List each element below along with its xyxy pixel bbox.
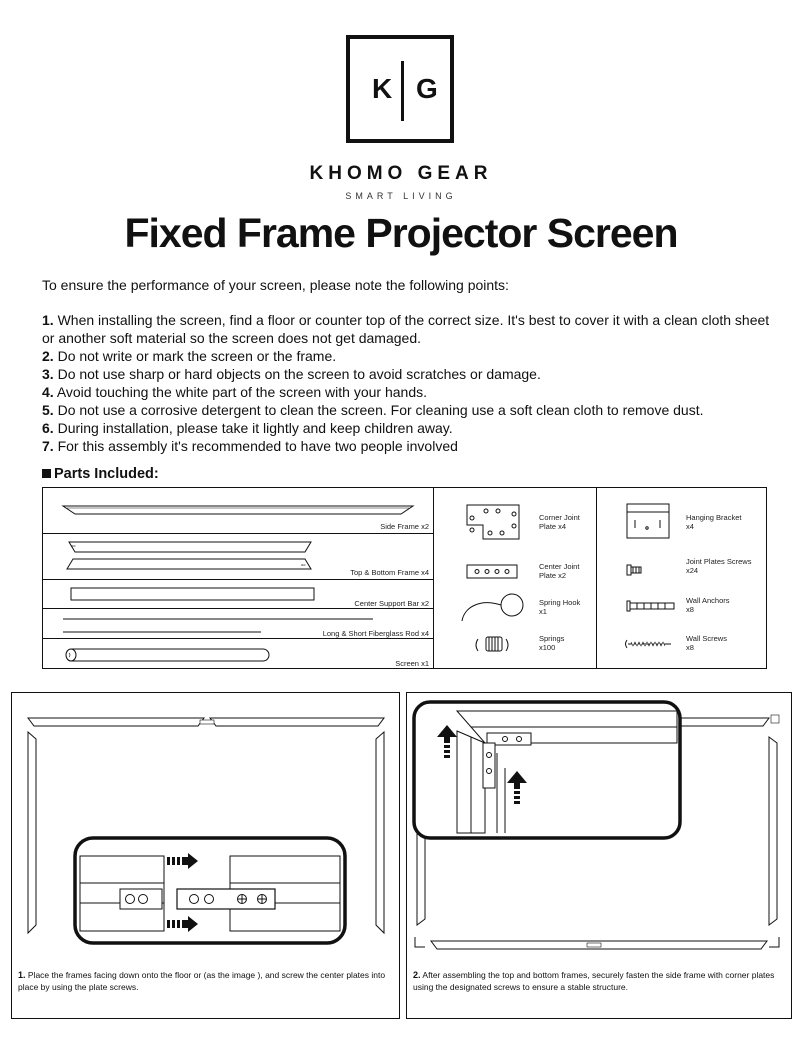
wall-anchor-drawing <box>627 601 674 611</box>
parts-drawings <box>43 488 433 668</box>
part-label: Center Joint Plate x2 <box>539 562 580 580</box>
center-joint-plate-drawing <box>467 565 517 578</box>
parts-table <box>42 487 767 669</box>
part-label: Long & Short Fiberglass Rod x4 <box>322 629 429 638</box>
corner-joint-plate-drawing <box>467 505 519 539</box>
instruction-text: Do not use a corrosive detergent to clean the screen. For cleaning use a soft clean cloth to remove dust. <box>57 402 704 418</box>
step-2-panel <box>406 692 792 1019</box>
part-label: Joint Plates Screws x24 <box>686 557 752 575</box>
instructions-list <box>42 311 782 455</box>
spring-hook-drawing <box>462 594 523 621</box>
part-label: Springs x100 <box>539 634 565 652</box>
step-1-caption: 1. Place the frames facing down onto the floor or (as the image ), and screw the center plates into place by using the plate screws. <box>18 970 386 992</box>
logo-letter-k: K <box>372 73 393 104</box>
step-2-illustration <box>407 693 791 958</box>
instruction-item <box>42 347 782 365</box>
step-1-panel <box>11 692 400 1019</box>
instruction-item <box>42 365 782 383</box>
hanging-bracket-drawing <box>627 504 669 538</box>
logo-letter-g: G <box>416 73 438 104</box>
wall-screw-drawing <box>626 640 672 648</box>
part-label: Hanging Bracket x4 <box>686 513 742 531</box>
instruction-text: Do not use sharp or hard objects on the screen to avoid scratches or damage. <box>57 366 541 382</box>
mounting-drawings <box>597 488 767 668</box>
instruction-item <box>42 383 782 401</box>
instruction-number: 5. <box>42 402 54 418</box>
instruction-text: Avoid touching the white part of the screen with your hands. <box>56 384 427 400</box>
part-label: Side Frame x2 <box>380 522 429 531</box>
part-label: Top & Bottom Frame x4 <box>350 568 429 577</box>
instruction-item <box>42 419 782 437</box>
instruction-number: 7. <box>42 438 54 454</box>
parts-heading: Parts Included: <box>42 466 159 482</box>
square-bullet-icon <box>42 469 51 478</box>
part-label: Wall Anchors x8 <box>686 596 730 614</box>
svg-text:oo: oo <box>301 562 306 567</box>
instruction-item <box>42 311 782 347</box>
logo-divider <box>401 61 404 121</box>
top-bottom-frame-drawing <box>67 542 311 569</box>
part-label: Screen x1 <box>395 659 429 668</box>
step-2-caption: 2. After assembling the top and bottom frames, securely fasten the side frame with corner plates using the designated screws to ensure a stable structure. <box>413 970 775 992</box>
screen-roll-drawing <box>66 649 269 661</box>
center-support-bar-drawing <box>71 588 314 600</box>
instruction-number: 1. <box>42 312 54 328</box>
instruction-text: For this assembly it's recommended to have two people involved <box>57 438 458 454</box>
instruction-item <box>42 401 782 419</box>
svg-text:oo: oo <box>71 543 76 548</box>
instruction-item <box>42 437 782 455</box>
instruction-number: 2. <box>42 348 54 364</box>
brand-name: KHOMO GEAR <box>309 163 493 184</box>
part-label: Corner Joint Plate x4 <box>539 513 580 531</box>
instruction-number: 4. <box>42 384 54 400</box>
brand-tagline: SMART LIVING <box>345 191 457 201</box>
step-1-illustration <box>12 693 399 958</box>
instruction-text: During installation, please take it lightly and keep children away. <box>57 420 453 436</box>
page-title: Fixed Frame Projector Screen <box>124 210 678 256</box>
joint-plate-screw-drawing <box>627 565 641 575</box>
side-frame-drawing <box>63 506 413 514</box>
instruction-text: Do not write or mark the screen or the frame. <box>57 348 337 364</box>
brand-logo <box>346 35 454 143</box>
intro-text: To ensure the performance of your screen, please note the following points: <box>42 277 509 293</box>
part-label: Spring Hook x1 <box>539 598 581 616</box>
springs-drawing <box>476 637 508 651</box>
instruction-text: When installing the screen, find a floor or counter top of the correct size. It's best to cover it with a clean cloth sheet or another soft material so the screen does not get damaged. <box>42 312 770 346</box>
part-label: Wall Screws x8 <box>686 634 727 652</box>
instruction-number: 3. <box>42 366 54 382</box>
part-label: Center Support Bar x2 <box>354 599 429 608</box>
instruction-number: 6. <box>42 420 54 436</box>
